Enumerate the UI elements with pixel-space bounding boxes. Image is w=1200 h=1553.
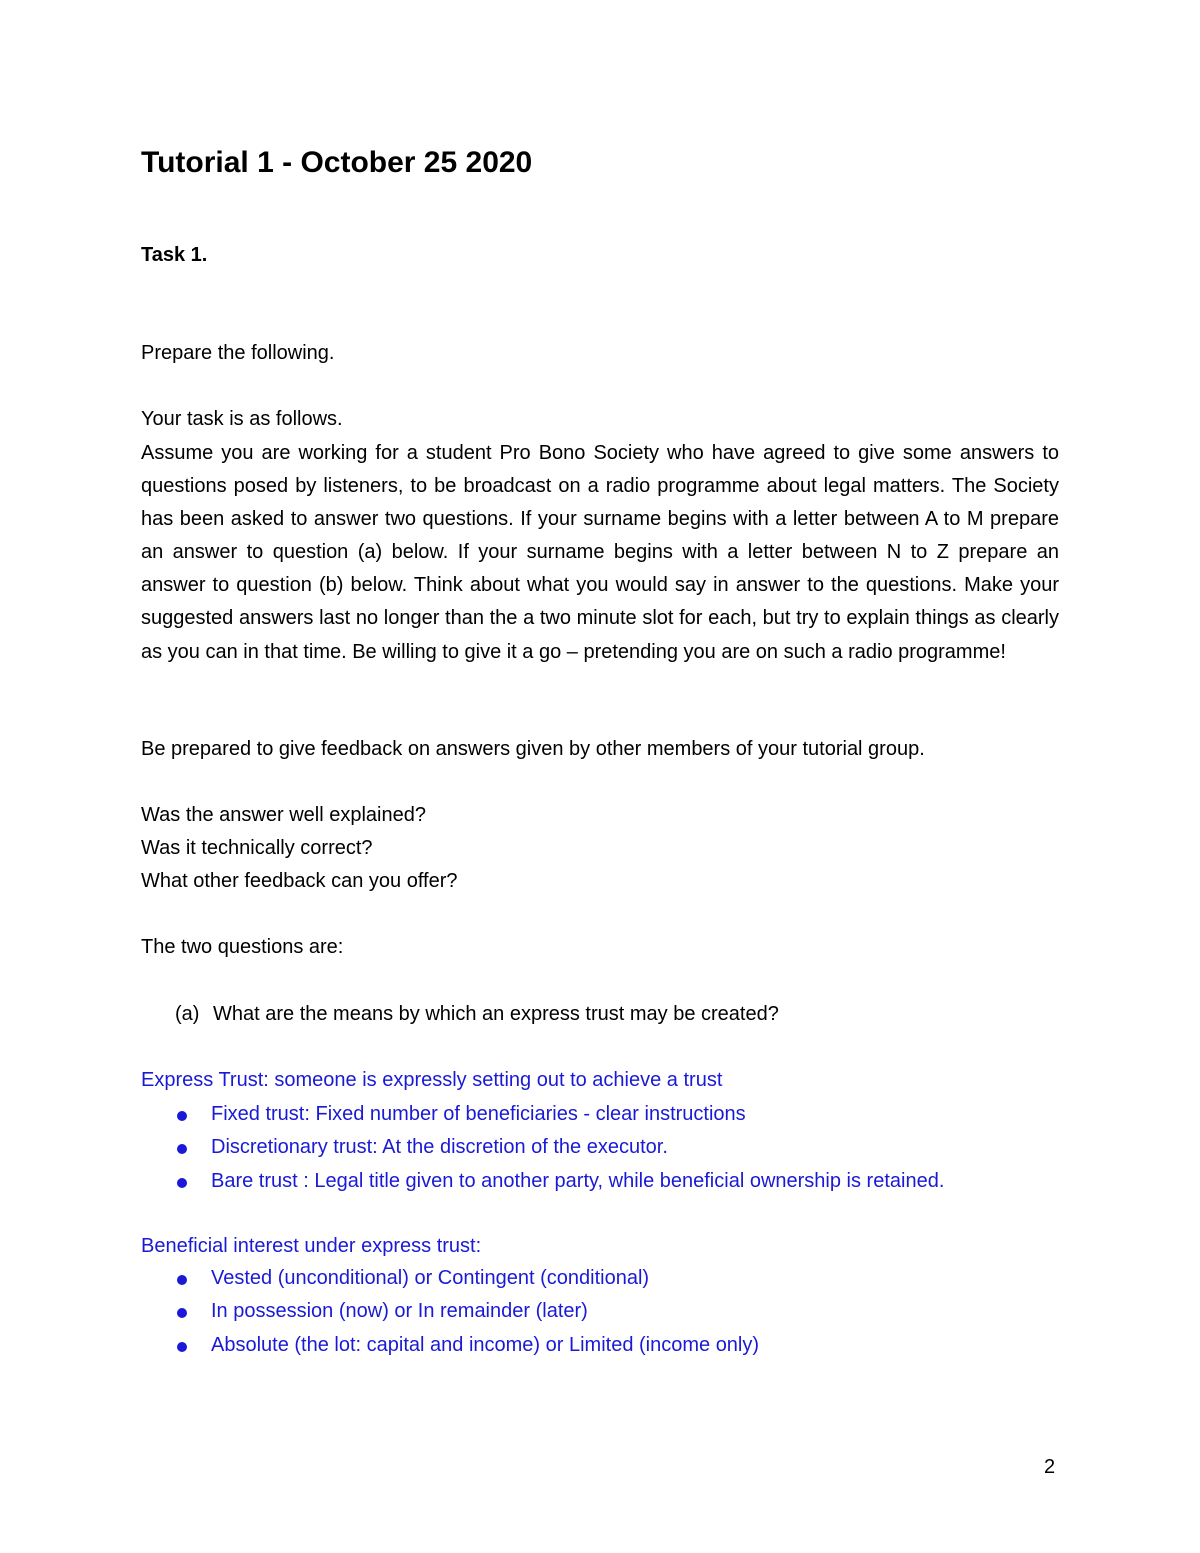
bullet-icon xyxy=(177,1144,187,1154)
bullet-icon xyxy=(177,1275,187,1285)
task-heading: Task 1. xyxy=(141,244,208,266)
bullet-icon xyxy=(177,1308,187,1318)
feedback-question-1: Was the answer well explained? xyxy=(141,804,426,826)
bullet-icon xyxy=(177,1111,187,1121)
bullet-icon xyxy=(177,1342,187,1352)
feedback-question-3: What other feedback can you offer? xyxy=(141,870,458,892)
question-a xyxy=(141,999,779,1029)
express-trust-heading: Express Trust: someone is expressly setting out to achieve a trust xyxy=(141,1069,723,1091)
express-trust-list xyxy=(141,1098,944,1198)
document-title: Tutorial 1 - October 25 2020 xyxy=(141,146,533,179)
two-questions-intro: The two questions are: xyxy=(141,936,344,958)
question-a-text: What are the means by which an express trust may be created? xyxy=(213,1003,779,1025)
intro-line: Prepare the following. xyxy=(141,342,335,364)
feedback-question-2: Was it technically correct? xyxy=(141,837,373,859)
list-item: In possession (now) or In remainder (later) xyxy=(141,1295,759,1328)
task-line: Your task is as follows. xyxy=(141,408,343,430)
feedback-line: Be prepared to give feedback on answers given by other members of your tutorial group. xyxy=(141,738,925,760)
beneficial-interest-heading: Beneficial interest under express trust: xyxy=(141,1235,482,1257)
assumption-paragraph: Assume you are working for a student Pro Bono Society who have agreed to give some answers to questions posed by listeners, to be broadcast on a radio programme about legal matters. The Society has been asked to answer two questions. If your surname begins with a letter between A to M prepare an answer to question (a) below. If your surname begins with a letter between N to Z prepare an answer to question (b) below. Think about what you would say in answer to the questions. Make your suggested answers last no longer than the a two minute slot for each, but try to explain things as clearly as you can in that time. Be willing to give it a go – pretending you are on such a radio programme! xyxy=(141,442,1059,663)
question-a-label: (a) xyxy=(175,1003,200,1025)
bullet-icon xyxy=(177,1178,187,1188)
list-item: Discretionary trust: At the discretion of the executor. xyxy=(141,1131,944,1164)
page-number: 2 xyxy=(1044,1456,1056,1478)
list-item: Fixed trust: Fixed number of beneficiaries - clear instructions xyxy=(141,1098,944,1131)
list-item: Vested (unconditional) or Contingent (conditional) xyxy=(141,1262,759,1295)
list-item: Absolute (the lot: capital and income) or Limited (income only) xyxy=(141,1329,759,1362)
beneficial-interest-list xyxy=(141,1262,759,1362)
list-item: Bare trust : Legal title given to another party, while beneficial ownership is retained. xyxy=(141,1165,944,1198)
